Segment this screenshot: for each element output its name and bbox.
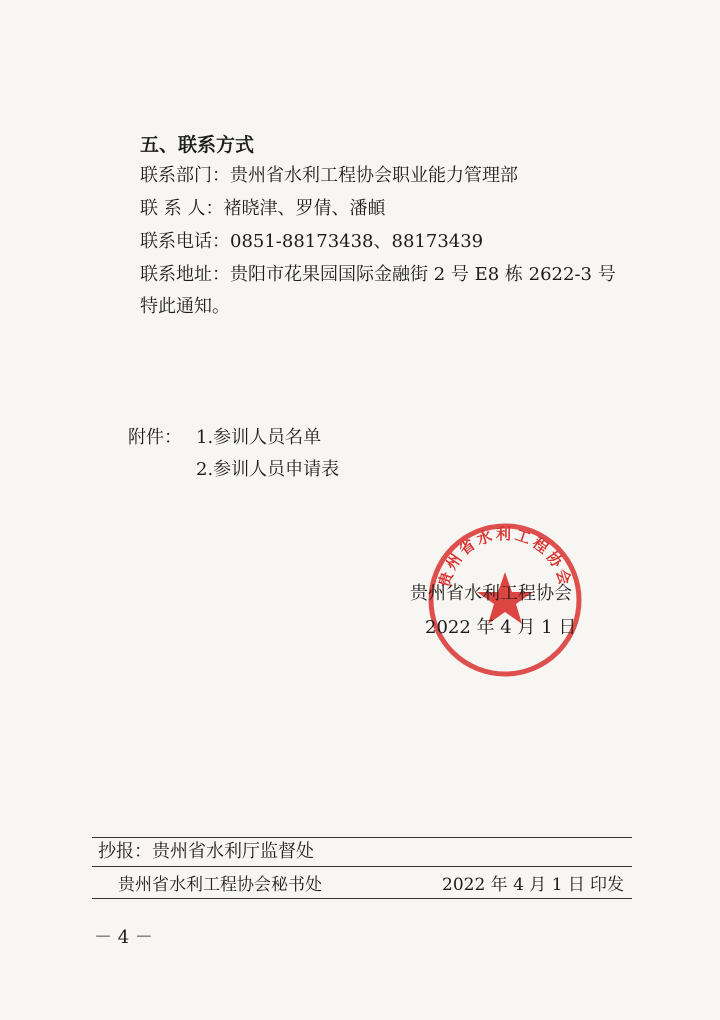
contact-department: 联系部门：贵州省水利工程协会职业能力管理部 — [140, 165, 518, 186]
contact-persons: 联 系 人：褚晓津、罗倩、潘頔 — [140, 198, 386, 219]
svg-text:贵州省水利工程协会: 贵州省水利工程协会 — [435, 525, 575, 590]
signature-org: 贵州省水利工程协会 — [410, 583, 572, 604]
issuer-name: 贵州省水利工程协会秘书处 — [118, 875, 322, 895]
cc-line: 抄报：贵州省水利厅监督处 — [98, 841, 314, 862]
signature-date: 2022 年 4 月 1 日 — [425, 617, 577, 638]
contact-address: 联系地址：贵阳市花果园国际金融街 2 号 E8 栋 2622-3 号 — [140, 264, 616, 285]
footer-bottom-rule — [92, 898, 632, 899]
attachments-label: 附件： — [128, 427, 182, 448]
attachment-item-1: 1.参训人员名单 — [196, 427, 322, 448]
issue-word: 印发 — [590, 875, 624, 895]
contact-phone: 联系电话：0851-88173438、88173439 — [140, 231, 484, 252]
attachment-item-2: 2.参训人员申请表 — [196, 459, 340, 480]
closing-text: 特此通知。 — [140, 296, 230, 317]
page-number: － 4 － — [94, 927, 153, 948]
footer-top-rule — [92, 837, 632, 838]
section-heading: 五、联系方式 — [140, 134, 255, 156]
footer-middle-rule — [92, 866, 632, 867]
issue-date: 2022 年 4 月 1 日 — [442, 875, 585, 895]
